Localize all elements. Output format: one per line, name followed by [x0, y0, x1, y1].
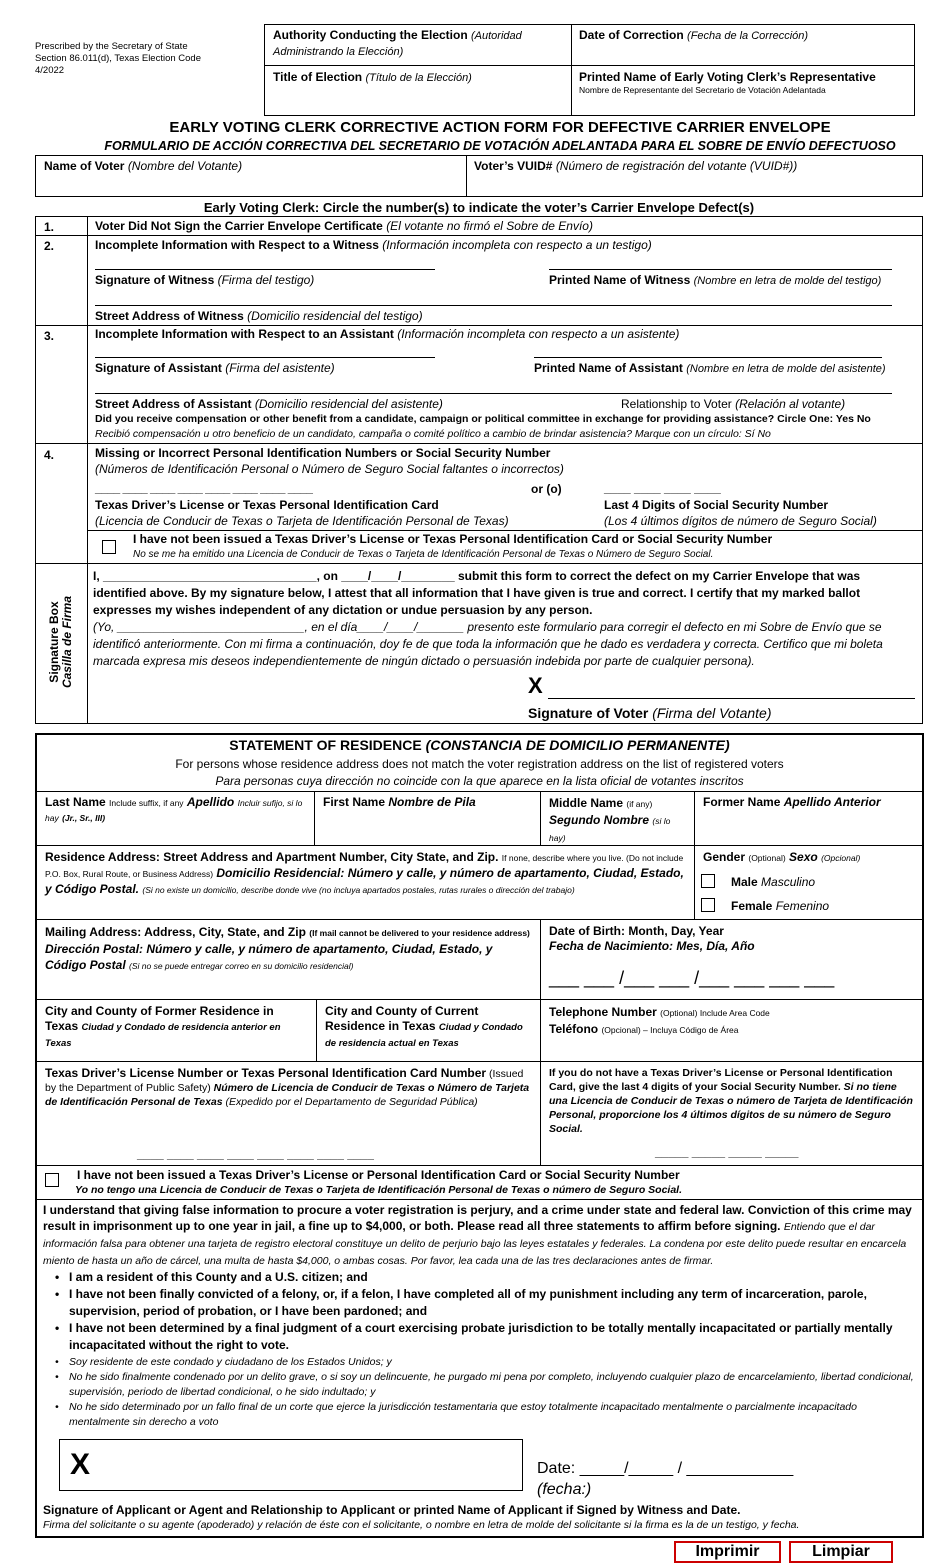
applicant-date-field[interactable]: Date: _____/_____ / ____________: [537, 1460, 794, 1477]
witness-address-label: Street Address of Witness (Domicilio residencial del testigo): [95, 309, 423, 323]
sor-title: STATEMENT OF RESIDENCE (CONSTANCIA DE DOMICILIO PERMANENTE): [229, 737, 730, 753]
affirmation-1-es: • Soy residente de este condado y ciudadano de los Estados Unidos; y: [43, 1355, 919, 1370]
compensation-question-es: Recibió compensación u otro beneficio de un candidato, campaña o comité político a cambio de brindar asistencia? Marque con un círculo: Sí No: [95, 428, 771, 440]
witness-printed-name-line[interactable]: [549, 269, 892, 270]
applicant-signature-label-es: Firma del solicitante o su agente (apoderado) y relación de éste con el solicitante, o nombre en letra de molde del solicitante si la firma es la de un testigo, y fecha.: [43, 1519, 800, 1531]
dob-field[interactable]: Date of Birth: Month, Day, Year Fecha de Nacimiento: Mes, Día, Año: [549, 924, 755, 953]
witness-address-line[interactable]: [95, 305, 892, 306]
witness-signature-line[interactable]: [95, 269, 435, 270]
affirmation-2-es: • No he sido finalmente condenado por un delito grave, o si soy un delincuente, he purgado mi pena por completo, incluyendo cualquier plazo de encarcelamiento, libertad condicional, supervisión, periodo de libertad condicional, o he sido indultado; y: [43, 1370, 919, 1400]
last-name-field[interactable]: Last Name Include suffix, if any Apellido Incluir sufijo, si lo hay (Jr., Sr., III): [45, 795, 303, 823]
voter-signature-x: X: [528, 673, 543, 698]
sor-no-id-checkbox[interactable]: [45, 1173, 59, 1187]
assistant-printed-name-line[interactable]: [534, 357, 882, 358]
first-name-field[interactable]: First Name Nombre de Pila: [323, 795, 476, 809]
middle-name-field[interactable]: Middle Name (if any) Segundo Nombre (si lo hay): [549, 796, 671, 843]
prescribed-note: Prescribed by the Secretary of State Section 86.011(d), Texas Election Code 4/2022: [35, 41, 201, 76]
dl-number-blanks[interactable]: ____ ____ ____ ____ ____ ____ ____ ____: [95, 481, 313, 495]
dl-label-es: (Licencia de Conducir de Texas o Tarjeta de Identificación Personal de Texas): [95, 514, 509, 528]
defect-2-number[interactable]: 2.: [44, 239, 55, 253]
signature-box-side-label: Signature Box Casilla de Firma: [47, 595, 74, 689]
female-checkbox[interactable]: [701, 898, 715, 912]
clerk-instruction: Early Voting Clerk: Circle the number(s) to indicate the voter’s Carrier Envelope Defect(s): [203, 200, 755, 215]
current-city-county-field[interactable]: City and County of Current Residence in Texas Ciudad y Condado de residencia actual en Texas: [325, 1004, 523, 1049]
former-city-county-field[interactable]: City and County of Former Residence in Texas Ciudad y Condado de residencia anterior en Texas: [45, 1004, 281, 1049]
assistant-relationship-label: Relationship to Voter (Relación al votante): [621, 397, 846, 411]
defect-1-label: Voter Did Not Sign the Carrier Envelope Certificate (El votante no firmó el Sobre de Envío): [95, 219, 593, 233]
clerk-representative-field[interactable]: Printed Name of Early Voting Clerk’s Representative Nombre de Representante del Secretario de Votación Adelantada: [579, 70, 876, 95]
affirmation-3: • I have not been determined by a final judgment of a court exercising probate jurisdiction to be totally mentally incapacitated or partially mentally incapacitated without the right to vote.: [43, 1320, 919, 1354]
no-id-label-es: No se me ha emitido una Licencia de Conducir de Texas o Tarjeta de Identificación Personal de Texas o Número de Seguro Social.: [133, 549, 714, 560]
residence-address-field[interactable]: Residence Address: Street Address and Apartment Number, City State, and Zip. If none, describe where you live. (Do not include P.O. Box, Rural Route, or Business Address) Domicilio Residencial: Número y calle, y número de apartamento, Ciudad, Estado, y Código Postal. (Si no existe un domicilio, describe donde vive (no incluya apartados postales, rutas rurales o dirección del trabajo): [45, 850, 684, 896]
defect-table: [35, 216, 923, 724]
affirmation-list: [43, 1269, 919, 1354]
male-checkbox[interactable]: [701, 874, 715, 888]
defect-2-label: Incomplete Information with Respect to a Witness (Información incompleta con respecto a un testigo): [95, 238, 652, 252]
title-of-election-field[interactable]: Title of Election (Título de la Elección): [273, 70, 472, 84]
defect-4-label-es: (Números de Identificación Personal o Número de Seguro Social faltantes o incorrectos): [95, 462, 564, 476]
statement-of-residence: [35, 733, 924, 1538]
dob-blanks[interactable]: ___ ___ /___ ___ /___ ___ ___ ___: [549, 968, 835, 988]
or-separator: or (o): [531, 482, 562, 496]
defect-3-number[interactable]: 3.: [44, 329, 55, 343]
election-info-box: [264, 24, 915, 116]
sor-subtitle-es: Para personas cuya dirección no coincide con la que aparece en la lista oficial de votantes inscritos: [215, 774, 744, 788]
assistant-printed-name-label: Printed Name of Assistant (Nombre en letra de molde del asistente): [534, 361, 886, 375]
applicant-signature-x: X: [70, 1448, 91, 1481]
tx-dl-blanks[interactable]: ____ ____ ____ ____ ____ ____ ____ ____: [137, 1147, 374, 1161]
voter-signature-label: Signature of Voter (Firma del Votante): [528, 705, 772, 721]
former-name-field[interactable]: Former Name Apellido Anterior: [703, 795, 881, 809]
no-id-checkbox[interactable]: [102, 540, 116, 554]
assistant-address-label: Street Address of Assistant (Domicilio residencial del asistente): [95, 397, 443, 411]
no-id-label: I have not been issued a Texas Driver’s License or Texas Personal Identification Card or Social Security Number: [133, 532, 773, 546]
defect-4-label: Missing or Incorrect Personal Identification Numbers or Social Security Number: [95, 446, 551, 460]
affirmation-list-es: [43, 1355, 919, 1430]
applicant-signature-label: Signature of Applicant or Agent and Relationship to Applicant or printed Name of Applicant if Signed by Witness and Date.: [43, 1503, 741, 1517]
assistant-address-line[interactable]: [95, 393, 892, 394]
voter-name-field[interactable]: Name of Voter (Nombre del Votante): [44, 159, 243, 173]
gender-field: Gender (Optional) Sexo (Opcional): [703, 850, 861, 864]
ssn-label: Last 4 Digits of Social Security Number: [604, 498, 829, 512]
date-of-correction-field[interactable]: Date of Correction (Fecha de la Corrección): [579, 28, 809, 42]
assistant-signature-line[interactable]: [95, 357, 435, 358]
affirmation-1: • I am a resident of this County and a U.S. citizen; and: [43, 1269, 919, 1286]
voter-box: [35, 155, 923, 197]
witness-signature-label: Signature of Witness (Firma del testigo): [95, 273, 315, 287]
form-title-es: FORMULARIO DE ACCIÓN CORRECTIVA DEL SECRETARIO DE VOTACIÓN ADELANTADA PARA EL SOBRE DE ENVÍO DEFECTUOSO: [104, 139, 896, 153]
ssn-field[interactable]: If you do not have a Texas Driver’s License or Personal Identification Card, give the last 4 digits of your Social Security Number. Si no tiene una Licencia de Conducir de Texas o número de Tarjeta de Identificación Personal, proporcione los 4 últimos dígitos de su número de Seguro Social.: [549, 1067, 913, 1135]
ssn-blanks[interactable]: ____ ____ ____ ____: [604, 481, 721, 495]
perjury-statement: I understand that giving false information to procure a voter registration is perjury, and a crime under state and federal law. Conviction of this crime may result in imprisonment up to one year in jail, a fine up to $4,000, or both. Please read all three statements to affirm before signing. Entiendo que el dar información falsa para obtener una tarjeta de registro electoral constituye un delito de perjurio bajo las leyes estatales y federales. La condena por este delito puede resultar en encarcela miento de hasta un año de cárcel, una multa de hasta $4,000, o ambas cosas. Por favor, lea cada una de las tres declaraciones antes de firmar.: [43, 1203, 912, 1267]
defect-3-label: Incomplete Information with Respect to an Assistant (Información incompleta con respecto a un asistente): [95, 327, 680, 341]
ssn-label-es: (Los 4 últimos dígitos de número de Seguro Social): [604, 514, 877, 528]
voter-vuid-field[interactable]: Voter’s VUID# (Número de registración del votante (VUID#)): [474, 159, 798, 173]
applicant-date-label-es: (fecha:): [537, 1481, 592, 1498]
affirmation-3-es: • No he sido determinado por un fallo final de un corte que ejerce la jurisdicción testamentaria que estoy totalmente incapacitado mentalmente o parcialmente incapacitado mentalmente sin derecho a voto: [43, 1400, 919, 1430]
compensation-question[interactable]: Did you receive compensation or other benefit from a candidate, campaign or political committee in exchange for providing assistance? Circle One: Yes No: [95, 413, 871, 425]
affirmation-2: • I have not been finally convicted of a felony, or, if a felon, I have completed all of my punishment including any term of incarceration, parole, supervision, period of probation, or I have been pardoned; and: [43, 1286, 919, 1320]
telephone-field[interactable]: Telephone Number (Optional) Include Area Code Teléfono (Opcional) – Incluya Código de Área: [549, 1005, 770, 1036]
authority-field[interactable]: Authority Conducting the Election (Autoridad Administrando la Elección): [273, 28, 522, 58]
tx-dl-field[interactable]: Texas Driver’s License Number or Texas Personal Identification Card Number (Issued by the Department of Public Safety) Número de Licencia de Conducir de Texas o Número de Tarjeta de Identificación Personal de Texas (Expedido por el Departamento de Seguridad Pública): [45, 1066, 530, 1108]
applicant-signature-box[interactable]: [59, 1439, 523, 1491]
sor-no-id-label: I have not been issued a Texas Driver’s License or Personal Identification Card or Social Security Number: [77, 1168, 680, 1182]
sor-ssn-blanks[interactable]: _____ _____ _____ _____: [655, 1145, 799, 1159]
clear-button[interactable]: Limpiar: [789, 1541, 893, 1563]
witness-printed-name-label: Printed Name of Witness (Nombre en letra de molde del testigo): [549, 273, 882, 287]
voter-attestation-es: (Yo, ____________________________, en el día____/____/_______ presento este formulario para corregir el defecto en mi Sobre de Envío que se identificó anteriormente. Con mi firma a continuación, doy fe de que toda la información que he dado es verdadera y correcta. Certifico que mi boleta marcada expresa mis deseos independientemente de ningún dictado o persuasión indebida por parte de cualquier persona).: [93, 620, 883, 668]
male-label: Male Masculino: [731, 875, 816, 889]
print-button[interactable]: Imprimir: [674, 1541, 781, 1563]
voter-attestation[interactable]: I, ________________________________, on ____/____/________ submit this form to correct the defect on my Carrier Envelope that was identified above. By my signature below, I attest that all information that I have given is true and correct. I certify that my marked ballot expresses my wishes independent of any dictation or undue persuasion by any person.: [93, 569, 861, 617]
female-label: Female Femenino: [731, 899, 830, 913]
voter-signature-line[interactable]: [548, 698, 915, 699]
defect-4-number[interactable]: 4.: [44, 448, 55, 462]
form-title: EARLY VOTING CLERK CORRECTIVE ACTION FORM FOR DEFECTIVE CARRIER ENVELOPE: [169, 119, 831, 136]
sor-subtitle: For persons whose residence address does not match the voter registration address on the list of registered voters: [175, 757, 784, 771]
mailing-address-field[interactable]: Mailing Address: Address, City, State, and Zip (If mail cannot be delivered to your residence address) Dirección Postal: Número y calle, y número de apartamento, Ciudad, Estado, y Código Postal (Si no se puede entregar correo en su domicilio residencial): [45, 925, 530, 972]
sor-no-id-label-es: Yo no tengo una Licencia de Conducir de Texas o Tarjeta de Identificación Personal de Texas o número de Seguro Social.: [75, 1184, 683, 1196]
defect-1-number[interactable]: 1.: [44, 220, 55, 234]
assistant-signature-label: Signature of Assistant (Firma del asistente): [95, 361, 335, 375]
dl-label: Texas Driver’s License or Texas Personal Identification Card: [95, 498, 439, 512]
